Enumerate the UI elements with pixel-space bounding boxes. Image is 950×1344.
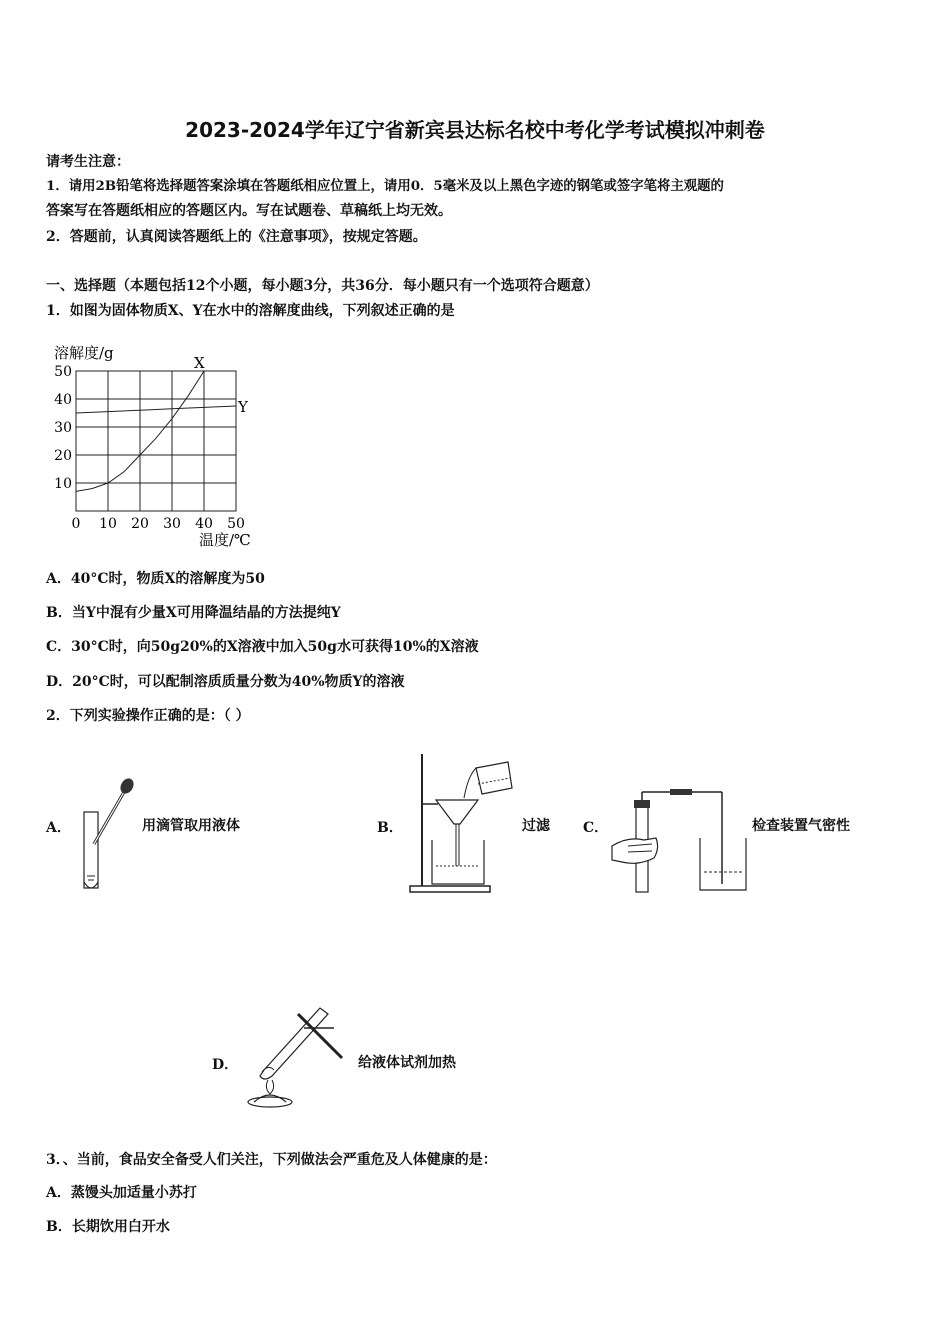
y-tick-label: 40 [54,392,72,408]
q2-b-text: 过滤 [522,818,550,834]
chart-frame [76,371,236,511]
page-title: 2023-2024学年辽宁省新宾县达标名校中考化学考试模拟冲刺卷 [185,118,765,142]
y-tick-label: 10 [54,476,72,492]
q2-c-letter: C． [583,820,609,836]
q3-option-a: A．蒸馒头加适量小苏打 [46,1185,197,1201]
section-heading: 一、选择题（本题包括12个小题，每小题3分，共36分．每小题只有一个选项符合题意） [46,278,599,294]
airtightness-check-illustration [608,786,748,896]
chart-ticks [54,364,245,532]
chart-grid [76,371,236,511]
x-tick-label: 0 [71,516,81,532]
y-tick-label: 30 [54,420,72,436]
q3-option-b: B．长期饮用白开水 [46,1219,170,1235]
series-y-label: Y [238,398,248,416]
series-y-curve [76,406,236,413]
x-tick-label: 50 [227,516,245,532]
heating-test-tube-illustration [238,998,358,1110]
x-tick-label: 20 [131,516,149,532]
y-tick-label: 20 [54,448,72,464]
notice-line-2: 答案写在答题纸相应的答题区内。写在试题卷、草稿纸上均无效。 [46,203,452,219]
chart-ylabel: 溶解度/g [54,344,114,362]
filtration-illustration [408,748,518,896]
q2-a-text: 用滴管取用液体 [142,818,240,834]
x-tick-label: 10 [99,516,117,532]
q1-option-a: A．40°C时，物质X的溶解度为50 [46,571,265,587]
q2-b-letter: B． [377,820,403,836]
q1-option-b: B．当Y中混有少量X可用降温结晶的方法提纯Y [46,605,341,621]
chart-xlabel: 温度/℃ [199,531,251,549]
notice-heading: 请考生注意： [46,154,130,170]
notice-line-3: 2．答题前，认真阅读答题纸上的《注意事项》，按规定答题。 [46,229,427,245]
x-tick-label: 30 [163,516,181,532]
dropper-test-tube-illustration [76,772,138,900]
q2-c-text: 检查装置气密性 [752,818,850,834]
q1-stem: 1．如图为固体物质X、Y在水中的溶解度曲线，下列叙述正确的是 [46,303,455,319]
solubility-chart [46,338,276,552]
y-tick-label: 50 [54,364,72,380]
q2-d-letter: D． [212,1057,239,1073]
q2-d-text: 给液体试剂加热 [358,1055,456,1071]
series-x-label: X [194,354,205,372]
q1-option-c: C．30°C时，向50g20%的X溶液中加入50g水可获得10%的X溶液 [46,639,479,655]
q3-stem: 3．、当前，食品安全备受人们关注，下列做法会严重危及人体健康的是： [46,1152,497,1168]
q2-a-letter: A． [46,820,71,836]
q2-stem: 2．下列实验操作正确的是：（ ） [46,708,250,724]
x-tick-label: 40 [195,516,213,532]
notice-line-1: 1．请用2B铅笔将选择题答案涂填在答题纸相应位置上，请用0．5毫米及以上黑色字迹的钢笔或签字笔将主观题的 [46,178,724,194]
q1-option-d: D．20°C时，可以配制溶质质量分数为40%物质Y的溶液 [46,674,405,690]
